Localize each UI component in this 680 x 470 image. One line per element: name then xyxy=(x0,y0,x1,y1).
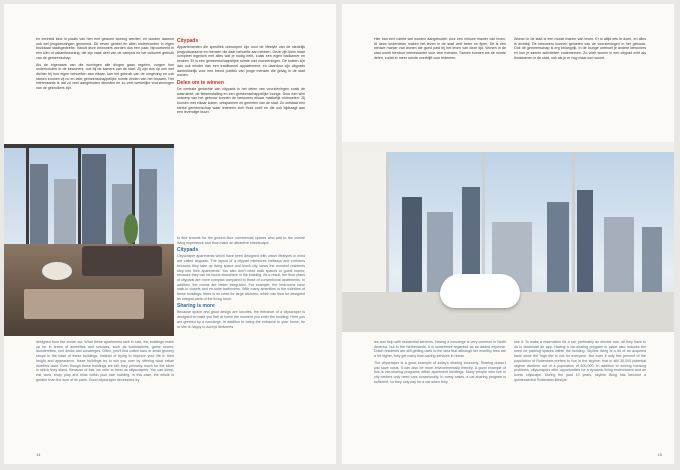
dutch-column-2 xyxy=(514,37,646,117)
paragraph: Appartementen die specifiek ontworpen zijn voor de lifestyle van de stedelijk jongvolwassene en mensen die daar behoefte aan hebben. Deze zijn klein maar compleet ingericht met alles wat je nodig hebt, zoals een eigen badkamer en keuken. Er is een gemeenschappelijke ruimte met voorzieningen. De kosten zijn dan ook minder dan een traditioneel appartement, en daardoor zijn citypads aantrekkelijk voor een breed publiek van jonge mensen die graag in de stad wonen. xyxy=(177,45,305,78)
dutch-column-2 xyxy=(177,37,305,232)
plant xyxy=(124,214,138,244)
living-room-photo xyxy=(4,144,174,336)
right-page xyxy=(342,4,674,464)
section-heading: Delen om te winnen xyxy=(177,79,224,86)
dutch-column-1 xyxy=(36,37,174,125)
bathtub xyxy=(440,274,520,308)
paragraph: De centrale gedachte van citypads is het delen van voorzieningen zoals de wasruimte, de fietsenstalling en een gemeenschappelijke lounge. Door een slim ontwerp van het gebouw kunnen de bewoners elkaar makkelijk ontmoeten. Zij kunnen met elkaar koken, ontspannen en genieten van de stad. Zo ontstaat een sterke gemeenschap waar iedereen zich thuis voelt en die ook bijdraagt aan een levendige buurt. xyxy=(177,86,305,115)
paragraph: to find tenants for the ground-floor commercial spaces who add to the overall living experience and thus make an attractive streetscape. xyxy=(177,236,305,245)
page-number: 14 xyxy=(36,452,41,457)
paragraph: Wonen in de stad is een mooie manier van leven. Er is altijd iets te doen, en alles is dichtbij. De bewoners kunnen genieten van de voorzieningen in het gebouw. Ook de gemeenschap is erg belangrijk. In de lounge ontmoet je andere bewoners en kun je samen activiteiten ondernemen. Zo voelt wonen in een citypad echt als thuiskomen in de stad, ook als je er nog maar kort woont. xyxy=(514,37,646,60)
armchair xyxy=(42,262,72,280)
page-number: 15 xyxy=(657,452,662,457)
paragraph: ies and help with residential services. Having a concierge is very common in North America, but in the Netherlands, it is sometimes regarded as an added expense. Dutch residents are still getting used to the idea that although the monthly fees are a bit higher, they get many time-saving services in return. xyxy=(374,340,506,359)
english-column-2 xyxy=(514,340,646,454)
english-column-1 xyxy=(36,340,174,454)
section-heading: Citypads xyxy=(177,38,199,44)
paragraph: Because space and good design are luxuries, the entrance of a cityscraper is designed to make you feel at home the moment you enter the building. Here you are greeted by a concierge. In addition to being the entrance to your home, he or she is happy to accept deliveries xyxy=(177,310,305,329)
paragraph: Hier kan een ruimte wel worden aangeboden voor een nieuwe manier van leven. Al deze onderdelen maken het leven in de stad veel beter en fijner. Dit is een nieuwe manier van wonen die goed past bij het leven van deze tijd. Wonen in de stad wordt hierdoor interessanter voor veel mensen. Samen kunnen we de ruimte delen, zodat er meer ruimte overblijft voor iedereen. xyxy=(374,37,506,60)
paragraph: Cityscraper apartments which have been designed with urban lifestyles in mind are called citypads. The layout of a citypad minimizes hallways and corridors because they take up living space and block city views the moment residents step into their apartments. You also don't need walk spaces or guest rooms; because they can be found elsewhere in the building. As a result, the floor plans of citypads are more compact compared to those of conventional apartments. In addition, the rooms are better integrated. For example, the bedrooms have walk-in closets and en-suite bathrooms. With many amenities in the vicinities of these buildings, there is no need for large kitchens, which can thus be designed as integral parts of the living room. xyxy=(177,254,305,301)
dutch-column-1 xyxy=(374,37,506,117)
bathroom-photo xyxy=(342,142,674,332)
paragraph: use it. To make a reservation for a car, preferably an electric one, all they have to do is download an app. Having a car-sharing program in place also reduces the need for parking spaces within the building. Skyline living is a bit of an acquired taste since the 'high life' is not for everyone. But even if only five percent of the population of Rotterdam prefers to live in the skyline, that is still 30,000 potential skyline dwellers out of a population of 600,000. In addition to solving housing problems, cityscrapers offer opportunities for a dynamic living environment and an iconic cityscape. During the past 10 years, skyline living has become a quintessential Rotterdam lifestyle. xyxy=(514,340,646,382)
sofa xyxy=(82,246,162,276)
paragraph: Als de eigenaars van die woningen alle dingen gaan regelen, zorgen hun onderhouden in de bewoners, ook bij de kamers van de stad. Zij zijn dus op ook niet dichter bij hun eigen behoeften aan elkaar, kan het gebruik van de omgeving en ook samen kunnen zij nu en later gemeenschappelijke ruimte vinden van het bouwen. Het interessante is dat zo veel aangeboden diensten en zo veel werkelijke voorzieningen van de gebruikers zijn. xyxy=(36,62,174,91)
paragraph: en eenheid kind in plaats van hen een gewone woning werden, en worden daarom ook wel jeugdwoningen genoemd. Dit zeven geheel en allen onderbonden in eigen bruikbaar stadsgedeelte. Vanuit deze bewoners worden dus een paar, bijvoorbeeld in een klim of vakantiewoning, die zijn vaak deel van de campus en het cultureel gebruik van de gemeenschap. xyxy=(36,37,174,60)
paragraph: designed from the inside out. What these apartments lack in size, the buildings make up for in terms of amenities and services, such as workstations, game rooms, launderettes, roof decks and concierges. Often, you'll find coffee bars or small grocery shops in the base of these buildings. Instead of trying to improve your life in their height and appearance, these buildings try to win you over by offering what urban dwellers want. Even though these buildings are tall, they primarily reach for the skies in which they stand. Because of this, we refer to them as cityscrapers. You can sleep, eat, work, shop, play and relax within your own building. In this case, the whole is greater than the sum of its parts. Good cityscraper developers try xyxy=(36,340,174,382)
section-heading: Citypads xyxy=(177,247,199,254)
section-heading: Sharing is more xyxy=(177,303,215,310)
paragraph: The cityscraper is a good example of today's sharing economy. Sharing doesn't just save costs, it can also be more environmentally friendly. A good example of this is car-sharing programs within apartment buildings. Many people who live in city centers only need cars occasionally. In many cases, a car-sharing program is sufficient, so they only pay for a car when they xyxy=(374,360,506,384)
rug xyxy=(24,289,144,319)
english-column-1 xyxy=(374,340,506,454)
english-column-2 xyxy=(177,236,305,454)
left-page xyxy=(4,4,336,464)
